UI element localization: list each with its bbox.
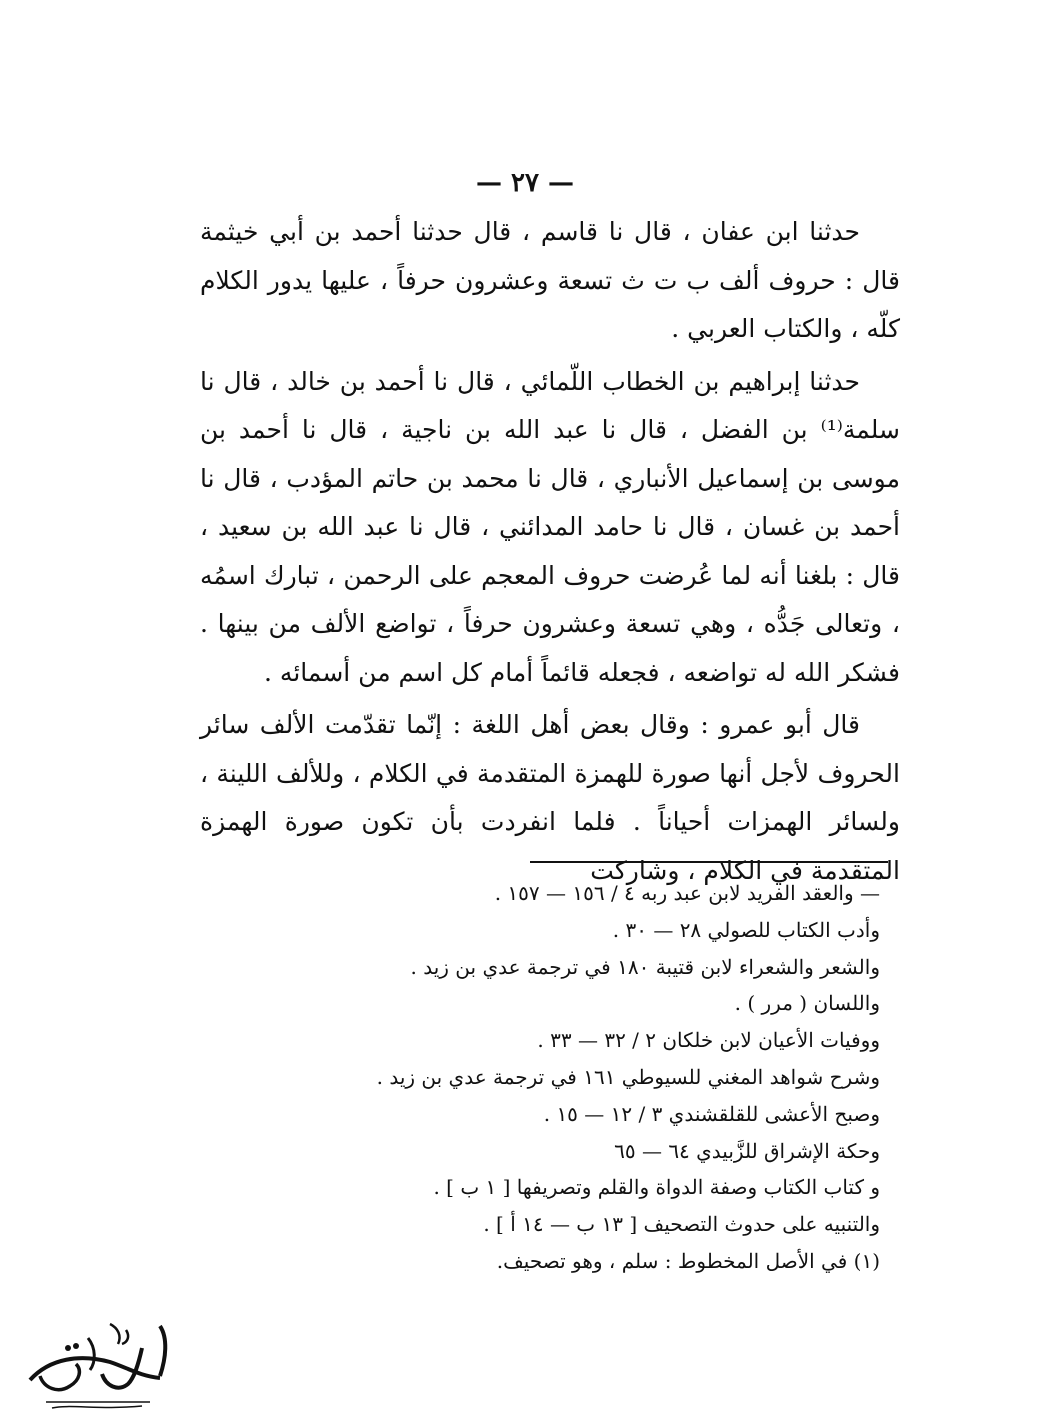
footnote-line: ووفيات الأعيان لابن خلكان ٢ / ٣٢ — ٣٣ . [537, 1028, 880, 1053]
paragraph-3: قال أبو عمرو : وقال بعض أهل اللغة : إنّما تقدّمت الألف سائر الحروف لأجل أنها صورة للهمزة المتقدمة في الكلام ، وللألف اللينة ، ولسائر الهمزات أحياناً . فلما انفردت بأن تكون صورة الهمزة المتقدمة في الكلام ، وشاركت [200, 710, 900, 885]
footnote-line: والتنبيه على حدوث التصحيف [ ١٣ ب — ١٤ أ ] . [483, 1212, 880, 1237]
footnote-separator [530, 861, 888, 863]
footnote-line: وحكة الإشراق للزَّبيدي ٦٤ — ٦٥ [614, 1138, 880, 1163]
body-text [200, 208, 900, 895]
footnote-line: — والعقد الفريد لابن عبد ربه ٤ / ١٥٦ — ١٥٧ . [494, 881, 880, 905]
footnote-marker-line: (١) في الأصل المخطوط : سلم ، وهو تصحيف. [496, 1248, 880, 1273]
paragraph-1: حدثنا ابن عفان ، قال نا قاسم ، قال حدثنا أحمد بن أبي خيثمة قال : حروف ألف ب ت ث تسعة وعشرون حرفاً ، عليها يدور الكلام كلّه ، والكتاب العربي . [200, 217, 900, 343]
library-stamp-logo [10, 1318, 200, 1418]
calligraphy-stamp-icon [10, 1318, 200, 1418]
footnote-line: و كتاب الكتاب وصفة الدواة والقلم وتصريفها [ ١ ب ] . [433, 1175, 880, 1200]
footnote-line: وأدب الكتاب للصولي ٢٨ — ٣٠ . [612, 917, 880, 942]
footnote-line: وصبح الأعشى للقلقشندي ٣ / ١٢ — ١٥ . [543, 1101, 880, 1126]
footnote-line: والشعر والشعراء لابن قتيبة ١٨٠ في ترجمة عدي بن زيد . [410, 954, 880, 979]
page-number: — ٢٧ — [475, 168, 575, 198]
paragraph-2: حدثنا إبراهيم بن الخطاب اللّمائي ، قال نا أحمد بن خالد ، قال نا سلمة⁽¹⁾ بن الفضل ، قال نا عبد الله بن ناجية ، قال نا أحمد بن موسى بن إسماعيل الأنباري ، قال نا محمد بن حاتم المؤدب ، قال نا أحمد بن غسان ، قال نا حامد المدائني ، قال نا عبد الله بن سعيد ، قال : بلغنا أنه لما عُرضت حروف المعجم على الرحمن ، تبارك اسمُه ، وتعالى جَدُّه ، وهي تسعة وعشرون حرفاً ، تواضع الألف من بينها . فشكر الله له تواضعه ، فجعله قائماً أمام كل اسم من أسمائه . [200, 366, 900, 687]
footnote-line: واللسان ( مرر ) . [734, 991, 880, 1016]
footnotes [280, 875, 880, 1280]
footnote-line: وشرح شواهد المغني للسيوطي ١٦١ في ترجمة عدي بن زيد . [376, 1064, 880, 1089]
